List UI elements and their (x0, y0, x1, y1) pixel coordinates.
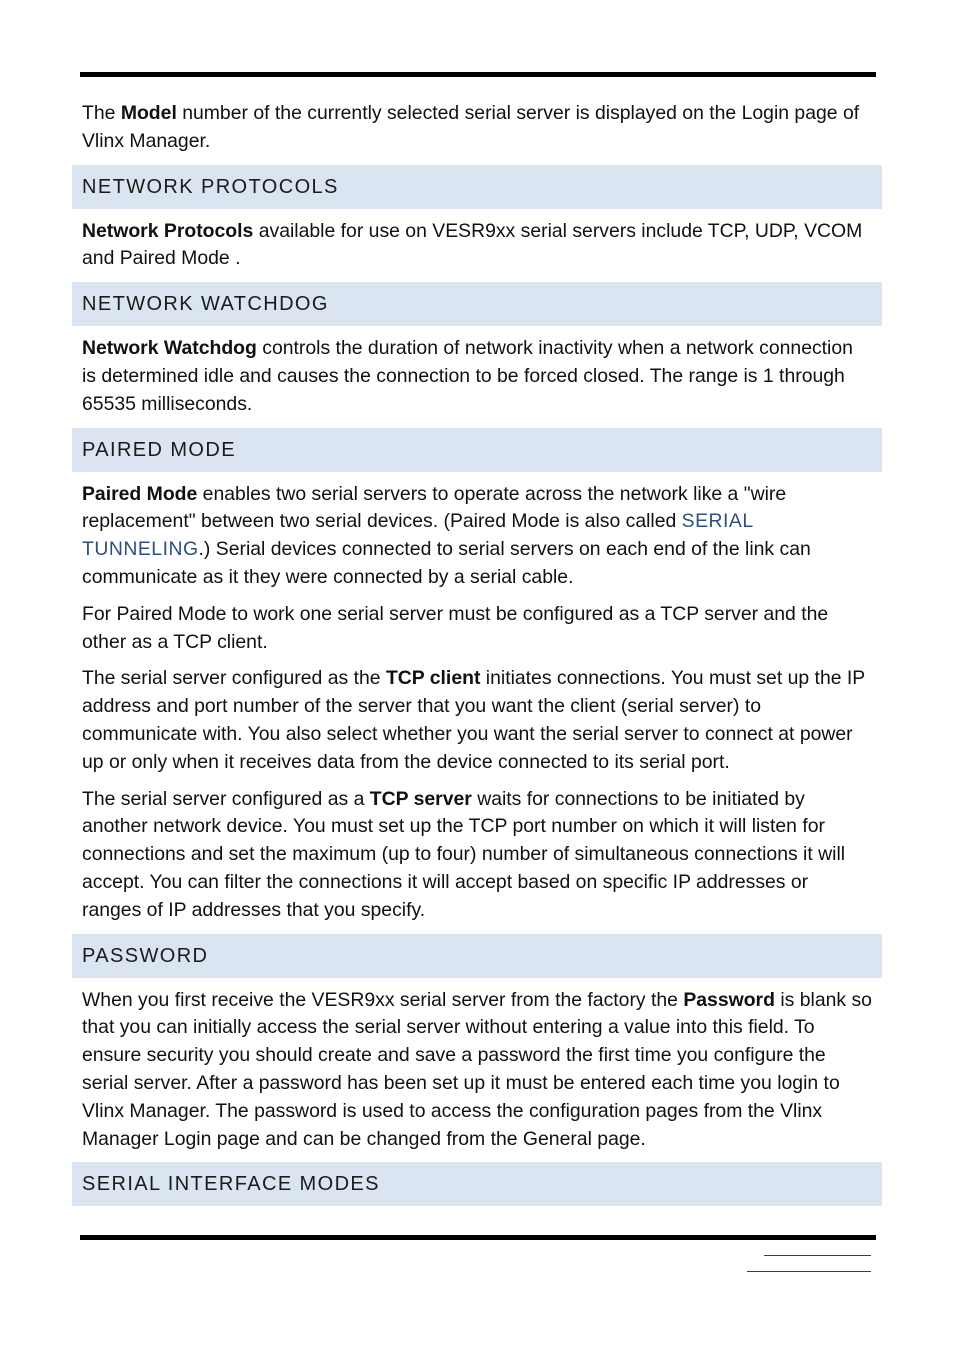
heading-serial-interface-modes: SERIAL INTERFACE MODES (72, 1162, 882, 1206)
intro-paragraph: The Model number of the currently selected serial server is displayed on the Login page of Vlinx Manager. (82, 102, 860, 152)
paired-mode-paragraph-3: The serial server configured as the TCP client initiates connections. You must set up the IP address and port number of the server that you want the client (serial server) to communicate with. You also select whether you want the serial server to connect at power up or only when it receives data from the device connected to its serial port. (82, 667, 865, 773)
header-rule (80, 72, 876, 77)
term-network-protocols: Network Protocols (82, 219, 254, 242)
serial-tunneling-link[interactable]: SERIAL TUNNELING (82, 510, 753, 561)
password-paragraph: When you first receive the VESR9xx serial server from the factory the Password is blank so that you can initially access the serial server without entering a value into this field. To ensure security you should create and save a password the first time you configure the serial server. After a password has been set up it must be entered each time you login to Vlinx Manager. The password is used to access the configuration pages from the Vlinx Manager Login page and can be changed from the General page. (82, 988, 872, 1150)
term-tcp-server: TCP server (369, 787, 472, 810)
term-tcp-client: TCP client (385, 667, 481, 690)
document-body (72, 100, 882, 1215)
footer-link-2[interactable] (747, 1271, 871, 1272)
paired-mode-paragraph-1: Paired Mode enables two serial servers to operate across the network like a "wire replacement" between two serial devices. (Paired Mode is also called SERIAL TUNNELING.) Serial devices connected to serial servers on each end of the link can communicate as it they were connected by a serial cable. (82, 482, 811, 588)
network-protocols-paragraph: Network Protocols available for use on VESR9xx serial servers include TCP, UDP, VCOM and Paired Mode . (82, 219, 863, 270)
footer-rule (80, 1235, 876, 1240)
term-password: Password (683, 988, 775, 1011)
term-paired-mode: Paired Mode (82, 482, 198, 505)
footer-link-1[interactable] (764, 1255, 871, 1256)
term-model: Model (120, 102, 177, 124)
heading-paired-mode: PAIRED MODE (72, 428, 882, 472)
term-network-watchdog: Network Watchdog (82, 337, 257, 360)
heading-network-protocols: NETWORK PROTOCOLS (72, 165, 882, 209)
heading-password: PASSWORD (72, 934, 882, 978)
heading-network-watchdog: NETWORK WATCHDOG (72, 282, 882, 326)
network-watchdog-paragraph: Network Watchdog controls the duration of network inactivity when a network connection is determined idle and causes the connection to be forced closed. The range is 1 through 65535 milliseconds. (82, 337, 853, 415)
paired-mode-paragraph-2: For Paired Mode to work one serial server must be configured as a TCP server and the other as a TCP client. (82, 602, 829, 653)
paired-mode-paragraph-4: The serial server configured as a TCP server waits for connections to be initiated by another network device. You must set up the TCP port number on which it will listen for connections and set the maximum (up to four) number of simultaneous connections it will accept. You can filter the connections it will accept based on specific IP addresses or ranges of IP addresses that you specify. (82, 787, 846, 921)
